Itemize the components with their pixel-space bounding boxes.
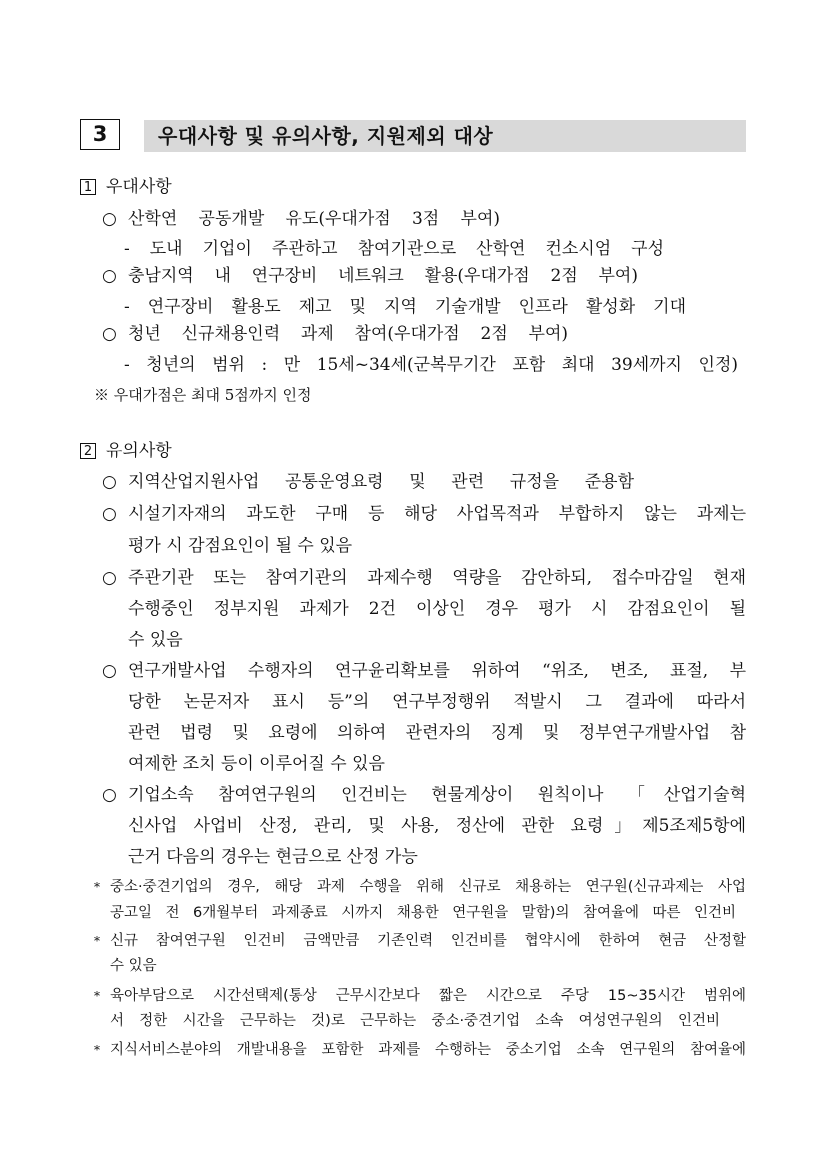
footnote-mark: *: [94, 934, 100, 948]
list-subitem: - 도내 기업이 주관하고 참여기관으로 산학연 컨소시엄 구성: [124, 239, 664, 259]
list-item: 시설기자재의 과도한 구매 등 해당 사업목적과 부합하지 않는 과제는: [128, 504, 746, 524]
list-item-continued: 수 있음: [128, 630, 183, 650]
footnote-mark: *: [94, 989, 100, 1003]
subsection-number-box: 1: [80, 179, 96, 195]
list-item-continued: 당한 논문저자 표시 등”의 연구부정행위 적발시 그 결과에 따라서: [128, 692, 746, 712]
footnote-mark: *: [94, 880, 100, 894]
list-item-continued: 여제한 조치 등이 이루어질 수 있음: [128, 754, 385, 774]
footnote: 지식서비스분야의 개발내용을 포함한 과제를 수행하는 중소기업 소속 연구원의 참여율에: [110, 1042, 746, 1058]
list-subitem: - 연구장비 활용도 제고 및 지역 기술개발 인프라 활성화 기대: [124, 297, 686, 317]
footnote-continued: 수 있음: [110, 958, 157, 974]
footnote: 중소·중견기업의 경우, 해당 과제 수행을 위해 신규로 채용하는 연구원(신규과제는 사업: [110, 879, 746, 895]
bullet-icon: ○: [102, 472, 117, 492]
bullet-icon: ○: [102, 785, 117, 805]
bullet-icon: ○: [102, 209, 117, 229]
section-header: [80, 118, 746, 154]
section-title: 우대사항 및 유의사항, 지원제외 대상: [144, 120, 746, 152]
list-item-continued: 관련 법령 및 요령에 의하여 관련자의 징계 및 정부연구개발사업 참: [128, 723, 746, 743]
list-item: 충남지역 내 연구장비 네트워크 활용(우대가점 2점 부여): [128, 266, 638, 286]
footnote-mark: *: [94, 1043, 100, 1057]
bullet-icon: ○: [102, 504, 117, 524]
list-item: 청년 신규채용인력 과제 참여(우대가점 2점 부여): [128, 324, 568, 344]
section-number-box: 3: [80, 119, 120, 150]
list-item: 기업소속 참여연구원의 인건비는 현물계상이 원칙이나 「산업기술혁: [128, 785, 746, 805]
subsection-title: 우대사항: [106, 177, 172, 197]
bullet-icon: ○: [102, 661, 117, 681]
footnote-continued: 서 정한 시간을 근무하는 것)로 근무하는 중소·중견기업 소속 여성연구원의 인건비: [110, 1013, 720, 1029]
bullet-icon: ○: [102, 266, 117, 286]
footnote: 신규 참여연구원 인건비 금액만큼 기존인력 인건비를 협약시에 한하여 현금 산정할: [110, 933, 746, 949]
note-text: ※ 우대가점은 최대 5점까지 인정: [94, 386, 312, 404]
list-item-continued: 근거 다음의 경우는 현금으로 산정 가능: [128, 847, 418, 867]
list-item-continued: 평가 시 감점요인이 될 수 있음: [128, 536, 353, 556]
subsection-2-heading: [80, 440, 172, 462]
list-item: 산학연 공동개발 유도(우대가점 3점 부여): [128, 209, 500, 229]
subsection-1-heading: [80, 176, 172, 198]
bullet-icon: ○: [102, 568, 117, 588]
subsection-number-box: 2: [80, 443, 96, 459]
list-item: 지역산업지원사업 공통운영요령 및 관련 규정을 준용함: [128, 472, 634, 492]
list-subitem: - 청년의 범위 : 만 15세~34세(군복무기간 포함 최대 39세까지 인정): [124, 355, 738, 375]
bullet-icon: ○: [102, 324, 117, 344]
list-item: 주관기관 또는 참여기관의 과제수행 역량을 감안하되, 접수마감일 현재: [128, 568, 746, 588]
list-item-continued: 신사업 사업비 산정, 관리, 및 사용, 정산에 관한 요령」제5조제5항에: [128, 816, 746, 836]
subsection-title: 유의사항: [106, 441, 172, 461]
list-item: 연구개발사업 수행자의 연구윤리확보를 위하여 “위조, 변조, 표절, 부: [128, 661, 746, 681]
list-item-continued: 수행중인 정부지원 과제가 2건 이상인 경우 평가 시 감점요인이 될: [128, 599, 746, 619]
footnote: 육아부담으로 시간선택제(통상 근무시간보다 짧은 시간으로 주당 15~35시간 범위에: [110, 988, 746, 1004]
footnote-continued: 공고일 전 6개월부터 과제종료 시까지 채용한 연구원을 말함)의 참여율에 따른 인건비: [110, 905, 736, 921]
